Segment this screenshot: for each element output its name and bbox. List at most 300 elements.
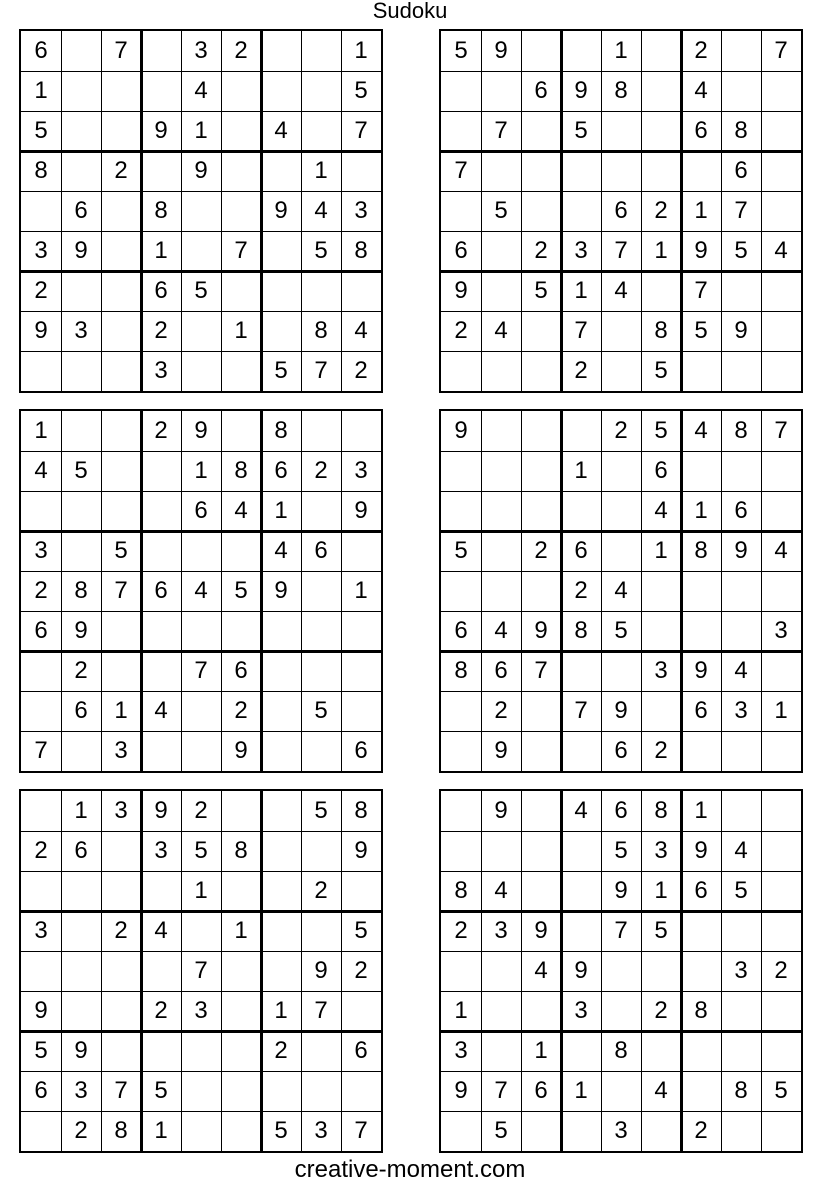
sudoku-cell (101, 271, 141, 311)
sudoku-cell (301, 911, 341, 951)
sudoku-cell: 6 (74, 197, 88, 224)
sudoku-cell (61, 31, 101, 71)
sudoku-cell: 5 (654, 357, 668, 384)
sudoku-cell: 3 (114, 797, 128, 824)
sudoku-cell (21, 871, 61, 911)
sudoku-cell: 8 (654, 797, 668, 824)
sudoku-cell (441, 111, 481, 151)
sudoku-cell (141, 611, 181, 651)
sudoku-cell: 5 (354, 917, 368, 944)
sudoku-cell: 4 (654, 497, 668, 524)
sudoku-cell (441, 831, 481, 871)
sudoku-cell (481, 271, 521, 311)
sudoku-cell: 1 (354, 577, 368, 604)
sudoku-cell: 9 (574, 77, 588, 104)
sudoku-cell: 7 (114, 37, 128, 64)
sudoku-cell: 1 (154, 237, 168, 264)
sudoku-cell (301, 831, 341, 871)
sudoku-cell: 7 (454, 157, 468, 184)
sudoku-cell: 6 (734, 497, 748, 524)
sudoku-cell: 2 (354, 957, 368, 984)
sudoku-cell (681, 451, 721, 491)
sudoku-cell: 8 (314, 317, 328, 344)
sudoku-cell (481, 951, 521, 991)
sudoku-cell (261, 831, 301, 871)
sudoku-cell (721, 351, 761, 391)
sudoku-cell: 4 (654, 1077, 668, 1104)
sudoku-cell (61, 731, 101, 771)
sudoku-cell (601, 1071, 641, 1111)
sudoku-cell (261, 271, 301, 311)
sudoku-cell: 3 (194, 37, 208, 64)
sudoku-cell: 1 (194, 117, 208, 144)
sudoku-cell: 1 (34, 417, 48, 444)
sudoku-cell (221, 151, 261, 191)
sudoku-cell: 5 (574, 117, 588, 144)
sudoku-cell (341, 871, 381, 911)
sudoku-cell: 4 (194, 77, 208, 104)
sudoku-cell: 9 (354, 837, 368, 864)
sudoku-cell: 5 (614, 617, 628, 644)
sudoku-cell (301, 111, 341, 151)
sudoku-cell (141, 871, 181, 911)
sudoku-cell: 9 (534, 917, 548, 944)
sudoku-cell: 7 (534, 657, 548, 684)
sudoku-cell (141, 531, 181, 571)
sudoku-cell (101, 411, 141, 451)
sudoku-cell (521, 111, 561, 151)
sudoku-cell: 4 (234, 497, 248, 524)
sudoku-cell: 9 (614, 697, 628, 724)
sudoku-cell: 4 (494, 877, 508, 904)
sudoku-cell: 3 (734, 957, 748, 984)
sudoku-cell (221, 531, 261, 571)
sudoku-cell: 3 (194, 997, 208, 1024)
sudoku-cell: 5 (454, 37, 468, 64)
sudoku-cell: 5 (774, 1077, 788, 1104)
sudoku-cell: 1 (694, 797, 708, 824)
sudoku-cell (601, 531, 641, 571)
sudoku-cell: 1 (154, 1117, 168, 1144)
sudoku-cell: 4 (734, 657, 748, 684)
sudoku-cell: 9 (734, 537, 748, 564)
sudoku-cell (61, 951, 101, 991)
sudoku-cell (181, 311, 221, 351)
sudoku-cell (481, 571, 521, 611)
sudoku-cell: 7 (774, 417, 788, 444)
sudoku-cell (221, 871, 261, 911)
sudoku-cell (221, 111, 261, 151)
sudoku-cell (521, 871, 561, 911)
sudoku-cell: 6 (274, 457, 288, 484)
sudoku-cell (521, 691, 561, 731)
sudoku-cell: 4 (494, 317, 508, 344)
sudoku-cell (181, 191, 221, 231)
sudoku-cell (61, 351, 101, 391)
sudoku-cell (481, 451, 521, 491)
sudoku-cell (141, 1031, 181, 1071)
sudoku-cell: 8 (694, 997, 708, 1024)
sudoku-cell: 5 (194, 277, 208, 304)
sudoku-cell: 9 (154, 797, 168, 824)
sudoku-cell: 5 (314, 697, 328, 724)
sudoku-cell (301, 271, 341, 311)
sudoku-cell (181, 231, 221, 271)
sudoku-cell (681, 151, 721, 191)
sudoku-cell (721, 571, 761, 611)
sudoku-cell (301, 1031, 341, 1071)
sudoku-cell: 3 (354, 457, 368, 484)
sudoku-cell: 2 (694, 1117, 708, 1144)
sudoku-cell: 7 (574, 697, 588, 724)
sudoku-grid-2 (439, 29, 803, 393)
sudoku-cell: 9 (734, 317, 748, 344)
sudoku-cell: 7 (114, 577, 128, 604)
sudoku-cell: 1 (314, 157, 328, 184)
sudoku-cell: 8 (734, 117, 748, 144)
sudoku-cell (61, 71, 101, 111)
sudoku-cell: 7 (694, 277, 708, 304)
sudoku-cell (441, 351, 481, 391)
sudoku-cell (221, 791, 261, 831)
sudoku-cell (521, 991, 561, 1031)
sudoku-cell: 5 (354, 77, 368, 104)
sudoku-cell (601, 451, 641, 491)
sudoku-cell: 8 (734, 417, 748, 444)
sudoku-cell (301, 571, 341, 611)
sudoku-cell: 7 (774, 37, 788, 64)
sudoku-cell: 2 (354, 357, 368, 384)
sudoku-cell (721, 611, 761, 651)
sudoku-cell: 1 (274, 997, 288, 1024)
sudoku-cell (441, 1111, 481, 1151)
sudoku-cell: 6 (694, 117, 708, 144)
sudoku-cell (641, 71, 681, 111)
sudoku-cell (641, 611, 681, 651)
sudoku-cell: 3 (774, 617, 788, 644)
sudoku-cell (601, 991, 641, 1031)
sudoku-cell (481, 831, 521, 871)
sudoku-cell: 7 (34, 737, 48, 764)
sudoku-cell (521, 31, 561, 71)
sudoku-cell: 4 (354, 317, 368, 344)
sudoku-cell (561, 831, 601, 871)
sudoku-cell (261, 651, 301, 691)
sudoku-cell (681, 571, 721, 611)
sudoku-cell (721, 271, 761, 311)
sudoku-cell: 2 (454, 917, 468, 944)
sudoku-cell: 8 (34, 157, 48, 184)
sudoku-cell (101, 191, 141, 231)
sudoku-cell (141, 651, 181, 691)
sudoku-cell: 5 (194, 837, 208, 864)
sudoku-cell: 7 (354, 117, 368, 144)
sudoku-cell: 1 (534, 1037, 548, 1064)
sudoku-cell (761, 731, 801, 771)
sudoku-cell: 6 (154, 277, 168, 304)
sudoku-cell (561, 871, 601, 911)
sudoku-cell: 9 (494, 797, 508, 824)
sudoku-cell: 1 (194, 877, 208, 904)
sudoku-cell: 2 (234, 697, 248, 724)
sudoku-cell (761, 571, 801, 611)
sudoku-cell (21, 351, 61, 391)
sudoku-cell (101, 71, 141, 111)
sudoku-cell (521, 351, 561, 391)
sudoku-cell: 8 (234, 837, 248, 864)
sudoku-cell (61, 271, 101, 311)
sudoku-cell: 6 (694, 877, 708, 904)
sudoku-cell: 6 (614, 197, 628, 224)
sudoku-cell (261, 71, 301, 111)
sudoku-cell (601, 491, 641, 531)
sudoku-cell: 2 (614, 417, 628, 444)
sudoku-cell (101, 491, 141, 531)
sudoku-cell (721, 731, 761, 771)
sudoku-cell (261, 691, 301, 731)
sudoku-cell: 1 (454, 997, 468, 1024)
sudoku-cell: 7 (314, 357, 328, 384)
sudoku-cell (721, 71, 761, 111)
sudoku-cell: 5 (494, 197, 508, 224)
sudoku-cell (341, 271, 381, 311)
sudoku-cell (61, 411, 101, 451)
sudoku-cell (141, 491, 181, 531)
sudoku-cell: 6 (34, 1077, 48, 1104)
sudoku-cell (21, 491, 61, 531)
sudoku-cell (181, 611, 221, 651)
sudoku-cell: 8 (574, 617, 588, 644)
sudoku-cell: 4 (614, 577, 628, 604)
sudoku-cell: 8 (74, 577, 88, 604)
sudoku-cell (261, 1071, 301, 1111)
sudoku-cell: 7 (614, 917, 628, 944)
sudoku-cell (481, 1031, 521, 1071)
sudoku-cell (221, 351, 261, 391)
sudoku-cell: 8 (454, 657, 468, 684)
sudoku-cell: 6 (154, 577, 168, 604)
sudoku-cell: 2 (114, 917, 128, 944)
sudoku-cell: 4 (734, 837, 748, 864)
sudoku-cell: 8 (114, 1117, 128, 1144)
sudoku-cell (681, 911, 721, 951)
sudoku-cell (301, 1071, 341, 1111)
sudoku-cell (21, 951, 61, 991)
sudoku-cell: 3 (354, 197, 368, 224)
sudoku-cell (521, 411, 561, 451)
sudoku-cell: 1 (654, 877, 668, 904)
sudoku-cell (301, 731, 341, 771)
sudoku-cell: 1 (274, 497, 288, 524)
sudoku-cell (761, 311, 801, 351)
sudoku-cell: 1 (354, 37, 368, 64)
sudoku-cell: 2 (154, 417, 168, 444)
sudoku-cell (641, 1111, 681, 1151)
sudoku-cell (561, 911, 601, 951)
sudoku-cell: 2 (654, 737, 668, 764)
sudoku-cell (761, 651, 801, 691)
sudoku-cell: 1 (34, 77, 48, 104)
sudoku-cell: 2 (154, 997, 168, 1024)
sudoku-cell (761, 791, 801, 831)
sudoku-cell (561, 651, 601, 691)
sudoku-cell (521, 831, 561, 871)
sudoku-cell: 9 (194, 417, 208, 444)
sudoku-cell: 8 (354, 797, 368, 824)
sudoku-cell (761, 1031, 801, 1071)
sudoku-cell: 4 (274, 117, 288, 144)
sudoku-cell: 3 (454, 1037, 468, 1064)
sudoku-cell: 7 (194, 957, 208, 984)
sudoku-cell (641, 571, 681, 611)
sudoku-cell: 5 (534, 277, 548, 304)
sudoku-cell (481, 231, 521, 271)
sudoku-cell: 5 (654, 417, 668, 444)
sudoku-cell: 1 (694, 197, 708, 224)
sudoku-cell: 3 (734, 697, 748, 724)
sudoku-cell (21, 791, 61, 831)
sudoku-cell (261, 791, 301, 831)
sudoku-cell: 9 (34, 997, 48, 1024)
sudoku-cell (681, 951, 721, 991)
sudoku-cell (181, 731, 221, 771)
sudoku-cell (761, 271, 801, 311)
sudoku-cell (221, 1111, 261, 1151)
sudoku-cell: 1 (774, 697, 788, 724)
sudoku-grid-1 (19, 29, 383, 393)
sudoku-cell (521, 791, 561, 831)
sudoku-cell (561, 1031, 601, 1071)
sudoku-cell (341, 1071, 381, 1111)
sudoku-cell: 1 (194, 457, 208, 484)
sudoku-cell (441, 191, 481, 231)
sudoku-cell: 2 (34, 277, 48, 304)
sudoku-cell (641, 951, 681, 991)
sudoku-cell: 5 (74, 457, 88, 484)
sudoku-cell (61, 871, 101, 911)
sudoku-cell: 5 (34, 117, 48, 144)
sudoku-cell: 2 (154, 317, 168, 344)
sudoku-cell: 2 (574, 357, 588, 384)
sudoku-cell (341, 691, 381, 731)
sudoku-cell (261, 611, 301, 651)
sudoku-cell (341, 651, 381, 691)
sudoku-cell: 4 (154, 697, 168, 724)
sudoku-cell: 4 (574, 797, 588, 824)
sudoku-cell (641, 1031, 681, 1071)
sudoku-cell (681, 731, 721, 771)
sudoku-cell: 3 (614, 1117, 628, 1144)
sudoku-cell: 9 (694, 657, 708, 684)
sudoku-cell: 9 (74, 1037, 88, 1064)
sudoku-cell: 1 (574, 1077, 588, 1104)
sudoku-cell (721, 991, 761, 1031)
sudoku-cell (441, 491, 481, 531)
sudoku-cell (761, 151, 801, 191)
sudoku-cell: 2 (34, 577, 48, 604)
sudoku-cell (341, 991, 381, 1031)
sudoku-cell: 7 (734, 197, 748, 224)
sudoku-cell (141, 31, 181, 71)
sudoku-cell: 3 (154, 837, 168, 864)
sudoku-cell: 2 (114, 157, 128, 184)
sudoku-cell (221, 951, 261, 991)
sudoku-cell (561, 151, 601, 191)
sudoku-cell: 9 (614, 877, 628, 904)
sudoku-cell (101, 951, 141, 991)
sudoku-cell: 2 (274, 1037, 288, 1064)
sudoku-cell (601, 951, 641, 991)
sudoku-cell (221, 411, 261, 451)
sudoku-grid-6 (439, 789, 803, 1153)
sudoku-cell: 2 (454, 317, 468, 344)
sudoku-grid-3 (19, 409, 383, 773)
sudoku-cell: 7 (614, 237, 628, 264)
sudoku-cell (561, 1111, 601, 1151)
sudoku-cell: 6 (34, 37, 48, 64)
sudoku-cell: 7 (314, 997, 328, 1024)
sudoku-cell (761, 831, 801, 871)
sudoku-cell (681, 1031, 721, 1071)
sudoku-cell: 6 (614, 737, 628, 764)
sudoku-cell: 5 (734, 877, 748, 904)
sudoku-cell: 3 (114, 737, 128, 764)
sudoku-cell: 6 (534, 77, 548, 104)
sudoku-cell (101, 991, 141, 1031)
sudoku-cell (601, 151, 641, 191)
sudoku-cell (261, 231, 301, 271)
sudoku-cell: 9 (494, 737, 508, 764)
sudoku-cell (721, 1111, 761, 1151)
sudoku-cell: 5 (694, 317, 708, 344)
sudoku-cell: 3 (314, 1117, 328, 1144)
sudoku-cell: 1 (74, 797, 88, 824)
sudoku-cell (341, 411, 381, 451)
sudoku-cell (301, 491, 341, 531)
sudoku-cell: 6 (654, 457, 668, 484)
sudoku-cell (641, 151, 681, 191)
sudoku-cell: 6 (534, 1077, 548, 1104)
sudoku-cell (721, 1031, 761, 1071)
sudoku-cell (521, 571, 561, 611)
sudoku-cell (101, 1031, 141, 1071)
sudoku-cell: 6 (354, 737, 368, 764)
sudoku-cell (221, 611, 261, 651)
sudoku-cell (641, 691, 681, 731)
sudoku-cell: 8 (614, 77, 628, 104)
sudoku-cell: 4 (154, 917, 168, 944)
sudoku-cell: 3 (74, 317, 88, 344)
sudoku-cell (721, 451, 761, 491)
sudoku-cell (261, 871, 301, 911)
sudoku-cell: 1 (574, 457, 588, 484)
sudoku-cell (61, 151, 101, 191)
sudoku-cell: 3 (654, 837, 668, 864)
sudoku-cell: 2 (534, 537, 548, 564)
site-url: creative-moment.com (294, 1156, 526, 1183)
sudoku-cell (521, 731, 561, 771)
sudoku-cell: 7 (114, 1077, 128, 1104)
sudoku-cell (441, 451, 481, 491)
sudoku-cell: 3 (34, 917, 48, 944)
sudoku-cell: 9 (574, 957, 588, 984)
sudoku-cell (101, 311, 141, 351)
sudoku-cell (761, 111, 801, 151)
sudoku-cell: 2 (654, 197, 668, 224)
sudoku-cell (481, 351, 521, 391)
sudoku-cell: 4 (494, 617, 508, 644)
sudoku-cell: 9 (74, 617, 88, 644)
